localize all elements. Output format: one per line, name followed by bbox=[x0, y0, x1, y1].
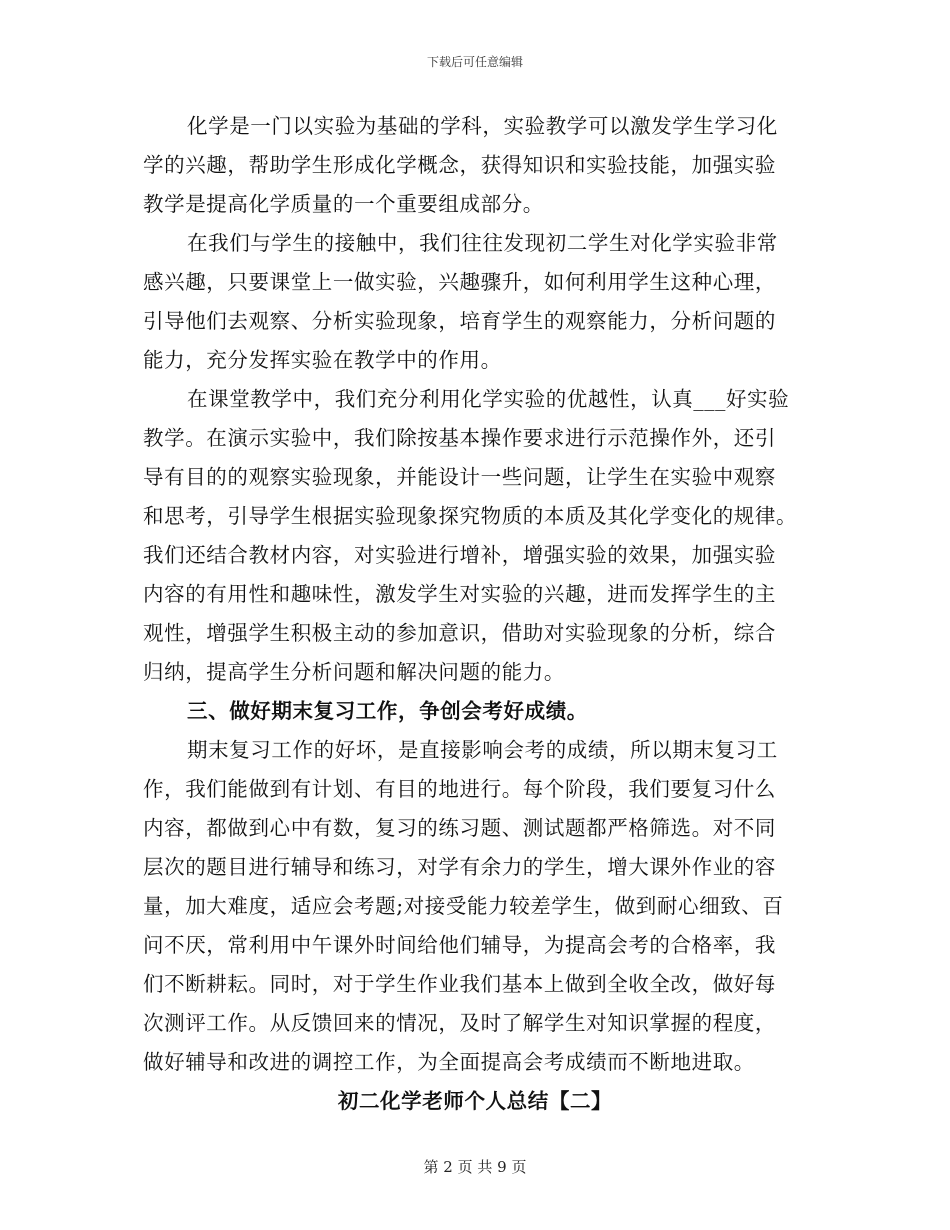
paragraph-line: 期末复习工作的好坏，是直接影响会考的成绩，所以期末复习工 bbox=[187, 738, 778, 762]
paragraph-line: 教学。在演示实验中，我们除按基本操作要求进行示范操作外，还引 bbox=[143, 426, 776, 450]
paragraph-line: 做好辅导和改进的调控工作，为全面提高会考成绩而不断地进取。 bbox=[143, 1050, 755, 1074]
paragraph-line: 化学是一门以实验为基础的学科，实验教学可以激发学生学习化 bbox=[187, 114, 778, 138]
paragraph-line: 在课堂教学中，我们充分利用化学实验的优越性，认真___好实验 bbox=[187, 387, 790, 411]
paragraph-line: 内容，都做到心中有数，复习的练习题、测试题都严格筛选。对不同 bbox=[143, 816, 776, 840]
page-header: 下载后可任意编辑 bbox=[426, 55, 523, 69]
paragraph-line: 引导他们去观察、分析实验现象，培育学生的观察能力，分析问题的 bbox=[143, 309, 776, 333]
document-body bbox=[143, 107, 807, 1121]
page-number: 第 2 页 共 9 页 bbox=[423, 1158, 527, 1176]
paragraph-line: 我们还结合教材内容，对实验进行增补，增强实验的效果，加强实验 bbox=[143, 543, 776, 567]
paragraph-line: 问不厌，常利用中午课外时间给他们辅导，为提高会考的合格率，我 bbox=[143, 933, 776, 957]
paragraph-line: 感兴趣，只要课堂上一做实验，兴趣骤升，如何利用学生这种心理， bbox=[143, 270, 776, 294]
paragraph-line: 次测评工作。从反馈回来的情况，及时了解学生对知识掌握的程度， bbox=[143, 1011, 776, 1035]
paragraph-line: 学的兴趣，帮助学生形成化学概念，获得知识和实验技能，加强实验 bbox=[143, 153, 776, 177]
paragraph-line: 在我们与学生的接触中，我们往往发现初二学生对化学实验非常 bbox=[187, 231, 778, 255]
paragraph-line: 导有目的的观察实验现象，并能设计一些问题，让学生在实验中观察 bbox=[143, 465, 776, 489]
paragraph-line: 内容的有用性和趣味性，激发学生对实验的兴趣，进而发挥学生的主 bbox=[143, 582, 776, 606]
document-title: 初二化学老师个人总结【二】 bbox=[337, 1089, 613, 1113]
paragraph-line: 能力，充分发挥实验在教学中的作用。 bbox=[143, 348, 502, 372]
paragraph-line: 教学是提高化学质量的一个重要组成部分。 bbox=[143, 192, 544, 216]
paragraph-line: 量，加大难度，适应会考题;对接受能力较差学生，做到耐心细致、百 bbox=[143, 894, 784, 918]
paragraph-line: 和思考，引导学生根据实验现象探究物质的本质及其化学变化的规律。 bbox=[143, 504, 798, 528]
paragraph-line: 作，我们能做到有计划、有目的地进行。每个阶段，我们要复习什么 bbox=[143, 777, 776, 801]
paragraph-line: 们不断耕耘。同时，对于学生作业我们基本上做到全收全改，做好每 bbox=[143, 972, 776, 996]
paragraph-line: 归纳，提高学生分析问题和解决问题的能力。 bbox=[143, 660, 565, 684]
paragraph-line: 层次的题目进行辅导和练习，对学有余力的学生，增大课外作业的容 bbox=[143, 855, 776, 879]
paragraph-line: 观性，增强学生积极主动的参加意识，借助对实验现象的分析，综合 bbox=[143, 621, 776, 645]
section-heading: 三、做好期末复习工作，争创会考好成绩。 bbox=[187, 699, 588, 723]
